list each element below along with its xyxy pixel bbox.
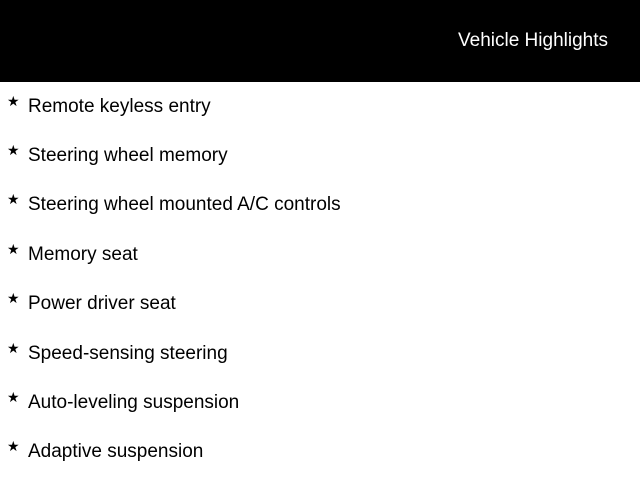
page-title: Vehicle Highlights <box>458 30 608 51</box>
star-icon: ★ <box>7 341 20 357</box>
list-item <box>0 329 640 369</box>
feature-label: Adaptive suspension <box>28 441 204 462</box>
star-icon: ★ <box>7 242 20 258</box>
feature-label: Steering wheel mounted A/C controls <box>28 194 341 215</box>
star-icon: ★ <box>7 143 20 159</box>
feature-label: Power driver seat <box>28 293 176 314</box>
list-item <box>0 230 640 270</box>
star-icon: ★ <box>7 192 20 208</box>
feature-label: Remote keyless entry <box>28 96 211 117</box>
header-bar <box>0 0 640 82</box>
feature-label: Auto-leveling suspension <box>28 392 240 413</box>
star-icon: ★ <box>7 439 20 455</box>
star-icon: ★ <box>7 94 20 110</box>
feature-label: Speed-sensing steering <box>28 343 228 364</box>
list-item <box>0 378 640 418</box>
star-icon: ★ <box>7 390 20 406</box>
list-item <box>0 427 640 467</box>
feature-label: Memory seat <box>28 244 138 265</box>
list-item <box>0 131 640 171</box>
list-item <box>0 279 640 319</box>
feature-label: Steering wheel memory <box>28 145 228 166</box>
list-item <box>0 82 640 122</box>
list-item <box>0 180 640 220</box>
star-icon: ★ <box>7 291 20 307</box>
